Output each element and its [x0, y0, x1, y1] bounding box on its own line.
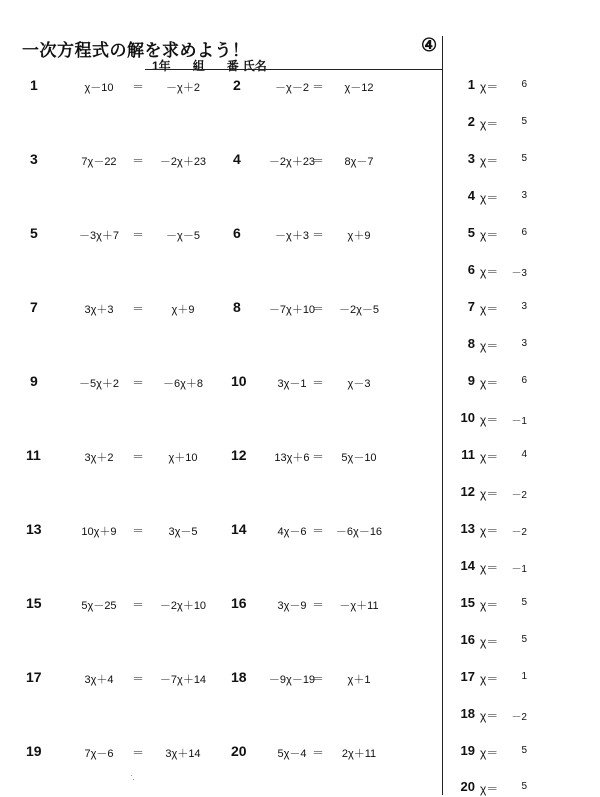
- problem-number: 13: [26, 521, 42, 537]
- problem-number: 12: [231, 447, 247, 463]
- equals-sign: ＝: [311, 524, 324, 538]
- problem-number: 19: [26, 743, 42, 759]
- answer-value: 5: [521, 781, 527, 792]
- problem-number: 16: [231, 595, 247, 611]
- problem-rhs: －6χ＋8: [162, 378, 203, 390]
- problem-rhs: －7χ＋14: [159, 674, 207, 686]
- problem-lhs: 13χ＋6: [274, 452, 310, 464]
- answer-value: 6: [521, 375, 527, 386]
- equals-sign: ＝: [131, 746, 144, 760]
- number-label: 番: [226, 59, 239, 73]
- equals-sign: ＝: [131, 376, 144, 390]
- answer-number: 3: [467, 151, 475, 166]
- answer-value: 3: [521, 338, 527, 349]
- equals-sign: ＝: [131, 228, 144, 242]
- problem-lhs: －3χ＋7: [78, 230, 119, 242]
- answer-variable: χ＝: [480, 154, 499, 168]
- problem-lhs: χ－10: [84, 82, 114, 94]
- problem-number: 11: [26, 447, 41, 463]
- equals-sign: ＝: [311, 450, 324, 464]
- problem-lhs: 3χ＋4: [84, 674, 114, 686]
- problem-rhs: －χ＋2: [166, 82, 200, 94]
- problem-number: 5: [30, 225, 38, 241]
- answer-number: 13: [460, 521, 475, 536]
- problem-lhs: －χ＋3: [275, 230, 309, 242]
- problem-lhs: －2χ＋23: [268, 156, 316, 168]
- equals-sign: ＝: [311, 672, 324, 686]
- problem-lhs: 3χ＋2: [84, 452, 114, 464]
- answer-number: 7: [467, 299, 475, 314]
- problem-rhs: χ－12: [344, 82, 374, 94]
- problem-rhs: 8χ－7: [344, 156, 374, 168]
- answer-value: 5: [521, 597, 527, 608]
- answer-value: 6: [521, 227, 527, 238]
- problem-rhs: －2χ－5: [338, 304, 379, 316]
- scan-speck: [131, 775, 132, 776]
- answer-value: 3: [521, 301, 527, 312]
- problem-lhs: 7χ－6: [84, 748, 114, 760]
- problem-rhs: －χ＋11: [339, 600, 379, 612]
- answer-number: 9: [467, 373, 475, 388]
- answer-number: 15: [460, 595, 475, 610]
- problem-number: 6: [233, 225, 241, 241]
- equals-sign: ＝: [131, 672, 144, 686]
- answer-variable: χ＝: [480, 672, 499, 686]
- answer-variable: χ＝: [480, 80, 499, 94]
- answer-variable: χ＝: [480, 598, 499, 612]
- problem-lhs: 3χ＋3: [84, 304, 114, 316]
- answer-variable: χ＝: [480, 302, 499, 316]
- equals-sign: ＝: [311, 302, 324, 316]
- problem-rhs: －2χ＋10: [159, 600, 207, 612]
- equals-sign: ＝: [311, 598, 324, 612]
- equals-sign: ＝: [131, 450, 144, 464]
- scan-speck: [133, 779, 134, 780]
- problem-number: 9: [30, 373, 38, 389]
- problem-number: 1: [30, 77, 38, 93]
- answer-variable: χ＝: [480, 782, 499, 796]
- equals-sign: ＝: [131, 80, 144, 94]
- problem-number: 4: [233, 151, 241, 167]
- class-label: 組: [192, 59, 205, 73]
- answer-variable: χ＝: [480, 746, 499, 760]
- answer-variable: χ＝: [480, 339, 499, 353]
- problem-number: 14: [231, 521, 247, 537]
- problem-lhs: －7χ＋10: [268, 304, 316, 316]
- answer-value: 3: [521, 190, 527, 201]
- answer-variable: χ＝: [480, 635, 499, 649]
- page-title: 一次方程式の解を求めよう！: [22, 41, 250, 60]
- problem-rhs: χ＋10: [168, 452, 198, 464]
- problem-lhs: 3χ－9: [277, 600, 307, 612]
- answer-value: 4: [521, 449, 527, 460]
- answer-value: －2: [511, 527, 527, 538]
- answer-value: 5: [521, 745, 527, 756]
- answer-value: 1: [521, 671, 527, 682]
- answer-number: 2: [467, 114, 475, 129]
- problem-lhs: －χ－2: [275, 82, 309, 94]
- answer-number: 11: [461, 447, 475, 462]
- answer-number: 16: [460, 632, 475, 647]
- problem-rhs: 5χ－10: [341, 452, 377, 464]
- answer-value: 5: [521, 634, 527, 645]
- name-label: 氏名: [242, 59, 267, 73]
- problem-lhs: 3χ－1: [277, 378, 307, 390]
- answer-variable: χ＝: [480, 450, 499, 464]
- problem-number: 10: [231, 373, 247, 389]
- problem-rhs: χ＋9: [171, 304, 195, 316]
- answer-number: 20: [460, 779, 475, 794]
- answer-value: －2: [511, 490, 527, 501]
- answer-variable: χ＝: [480, 376, 499, 390]
- answer-variable: χ＝: [480, 265, 499, 279]
- problem-rhs: －χ－5: [166, 230, 200, 242]
- answer-value: －3: [511, 268, 527, 279]
- sheet-number: ④: [421, 35, 438, 55]
- problem-rhs: χ＋1: [347, 674, 371, 686]
- answer-value: 5: [521, 153, 527, 164]
- equals-sign: ＝: [311, 376, 324, 390]
- answer-number: 6: [467, 262, 475, 277]
- answer-value: －1: [511, 416, 527, 427]
- equals-sign: ＝: [311, 746, 324, 760]
- problem-rhs: －2χ＋23: [159, 156, 207, 168]
- answer-variable: χ＝: [480, 487, 499, 501]
- answer-value: －2: [511, 712, 527, 723]
- problem-lhs: 5χ－4: [277, 748, 307, 760]
- answer-number: 5: [467, 225, 475, 240]
- problem-lhs: －9χ－19: [268, 674, 316, 686]
- answer-number: 17: [460, 669, 475, 684]
- problem-lhs: 10χ＋9: [81, 526, 117, 538]
- answer-variable: χ＝: [480, 228, 499, 242]
- problem-rhs: χ＋9: [347, 230, 371, 242]
- answer-variable: χ＝: [480, 117, 499, 131]
- problem-rhs: 3χ－5: [168, 526, 198, 538]
- problem-number: 2: [233, 77, 241, 93]
- answer-variable: χ＝: [480, 709, 499, 723]
- answer-number: 14: [460, 558, 475, 573]
- problem-number: 20: [231, 743, 247, 759]
- student-info-line: [152, 57, 267, 74]
- problem-number: 17: [26, 669, 42, 685]
- equals-sign: ＝: [311, 228, 324, 242]
- equals-sign: ＝: [131, 154, 144, 168]
- problem-rhs: χ－3: [347, 378, 371, 390]
- answer-number: 12: [460, 484, 475, 499]
- answer-variable: χ＝: [480, 524, 499, 538]
- equals-sign: ＝: [131, 302, 144, 316]
- problem-number: 3: [30, 151, 38, 167]
- answer-variable: χ＝: [480, 413, 499, 427]
- answer-number: 10: [460, 410, 475, 425]
- answer-number: 4: [467, 188, 475, 203]
- answer-value: －1: [511, 564, 527, 575]
- header-underline: [145, 69, 443, 70]
- problem-rhs: 3χ＋14: [165, 748, 201, 760]
- answer-value: 5: [521, 116, 527, 127]
- answer-variable: χ＝: [480, 561, 499, 575]
- answer-number: 19: [460, 743, 475, 758]
- answer-number: 18: [460, 706, 475, 721]
- problem-lhs: 4χ－6: [277, 526, 307, 538]
- answer-number: 1: [467, 77, 475, 92]
- problem-rhs: －6χ－16: [335, 526, 383, 538]
- problem-rhs: 2χ＋11: [341, 748, 377, 760]
- problem-lhs: 7χ－22: [81, 156, 117, 168]
- problem-number: 18: [231, 669, 247, 685]
- equals-sign: ＝: [131, 524, 144, 538]
- problem-lhs: －5χ＋2: [78, 378, 119, 390]
- equals-sign: ＝: [311, 154, 324, 168]
- equals-sign: ＝: [131, 598, 144, 612]
- grade-label: 1年: [152, 59, 171, 73]
- answer-column-divider: [442, 36, 443, 795]
- answer-variable: χ＝: [480, 191, 499, 205]
- problem-number: 8: [233, 299, 241, 315]
- equals-sign: ＝: [311, 80, 324, 94]
- problem-number: 15: [26, 595, 42, 611]
- problem-lhs: 5χ－25: [81, 600, 117, 612]
- answer-number: 8: [467, 336, 475, 351]
- answer-value: 6: [521, 79, 527, 90]
- problem-number: 7: [30, 299, 38, 315]
